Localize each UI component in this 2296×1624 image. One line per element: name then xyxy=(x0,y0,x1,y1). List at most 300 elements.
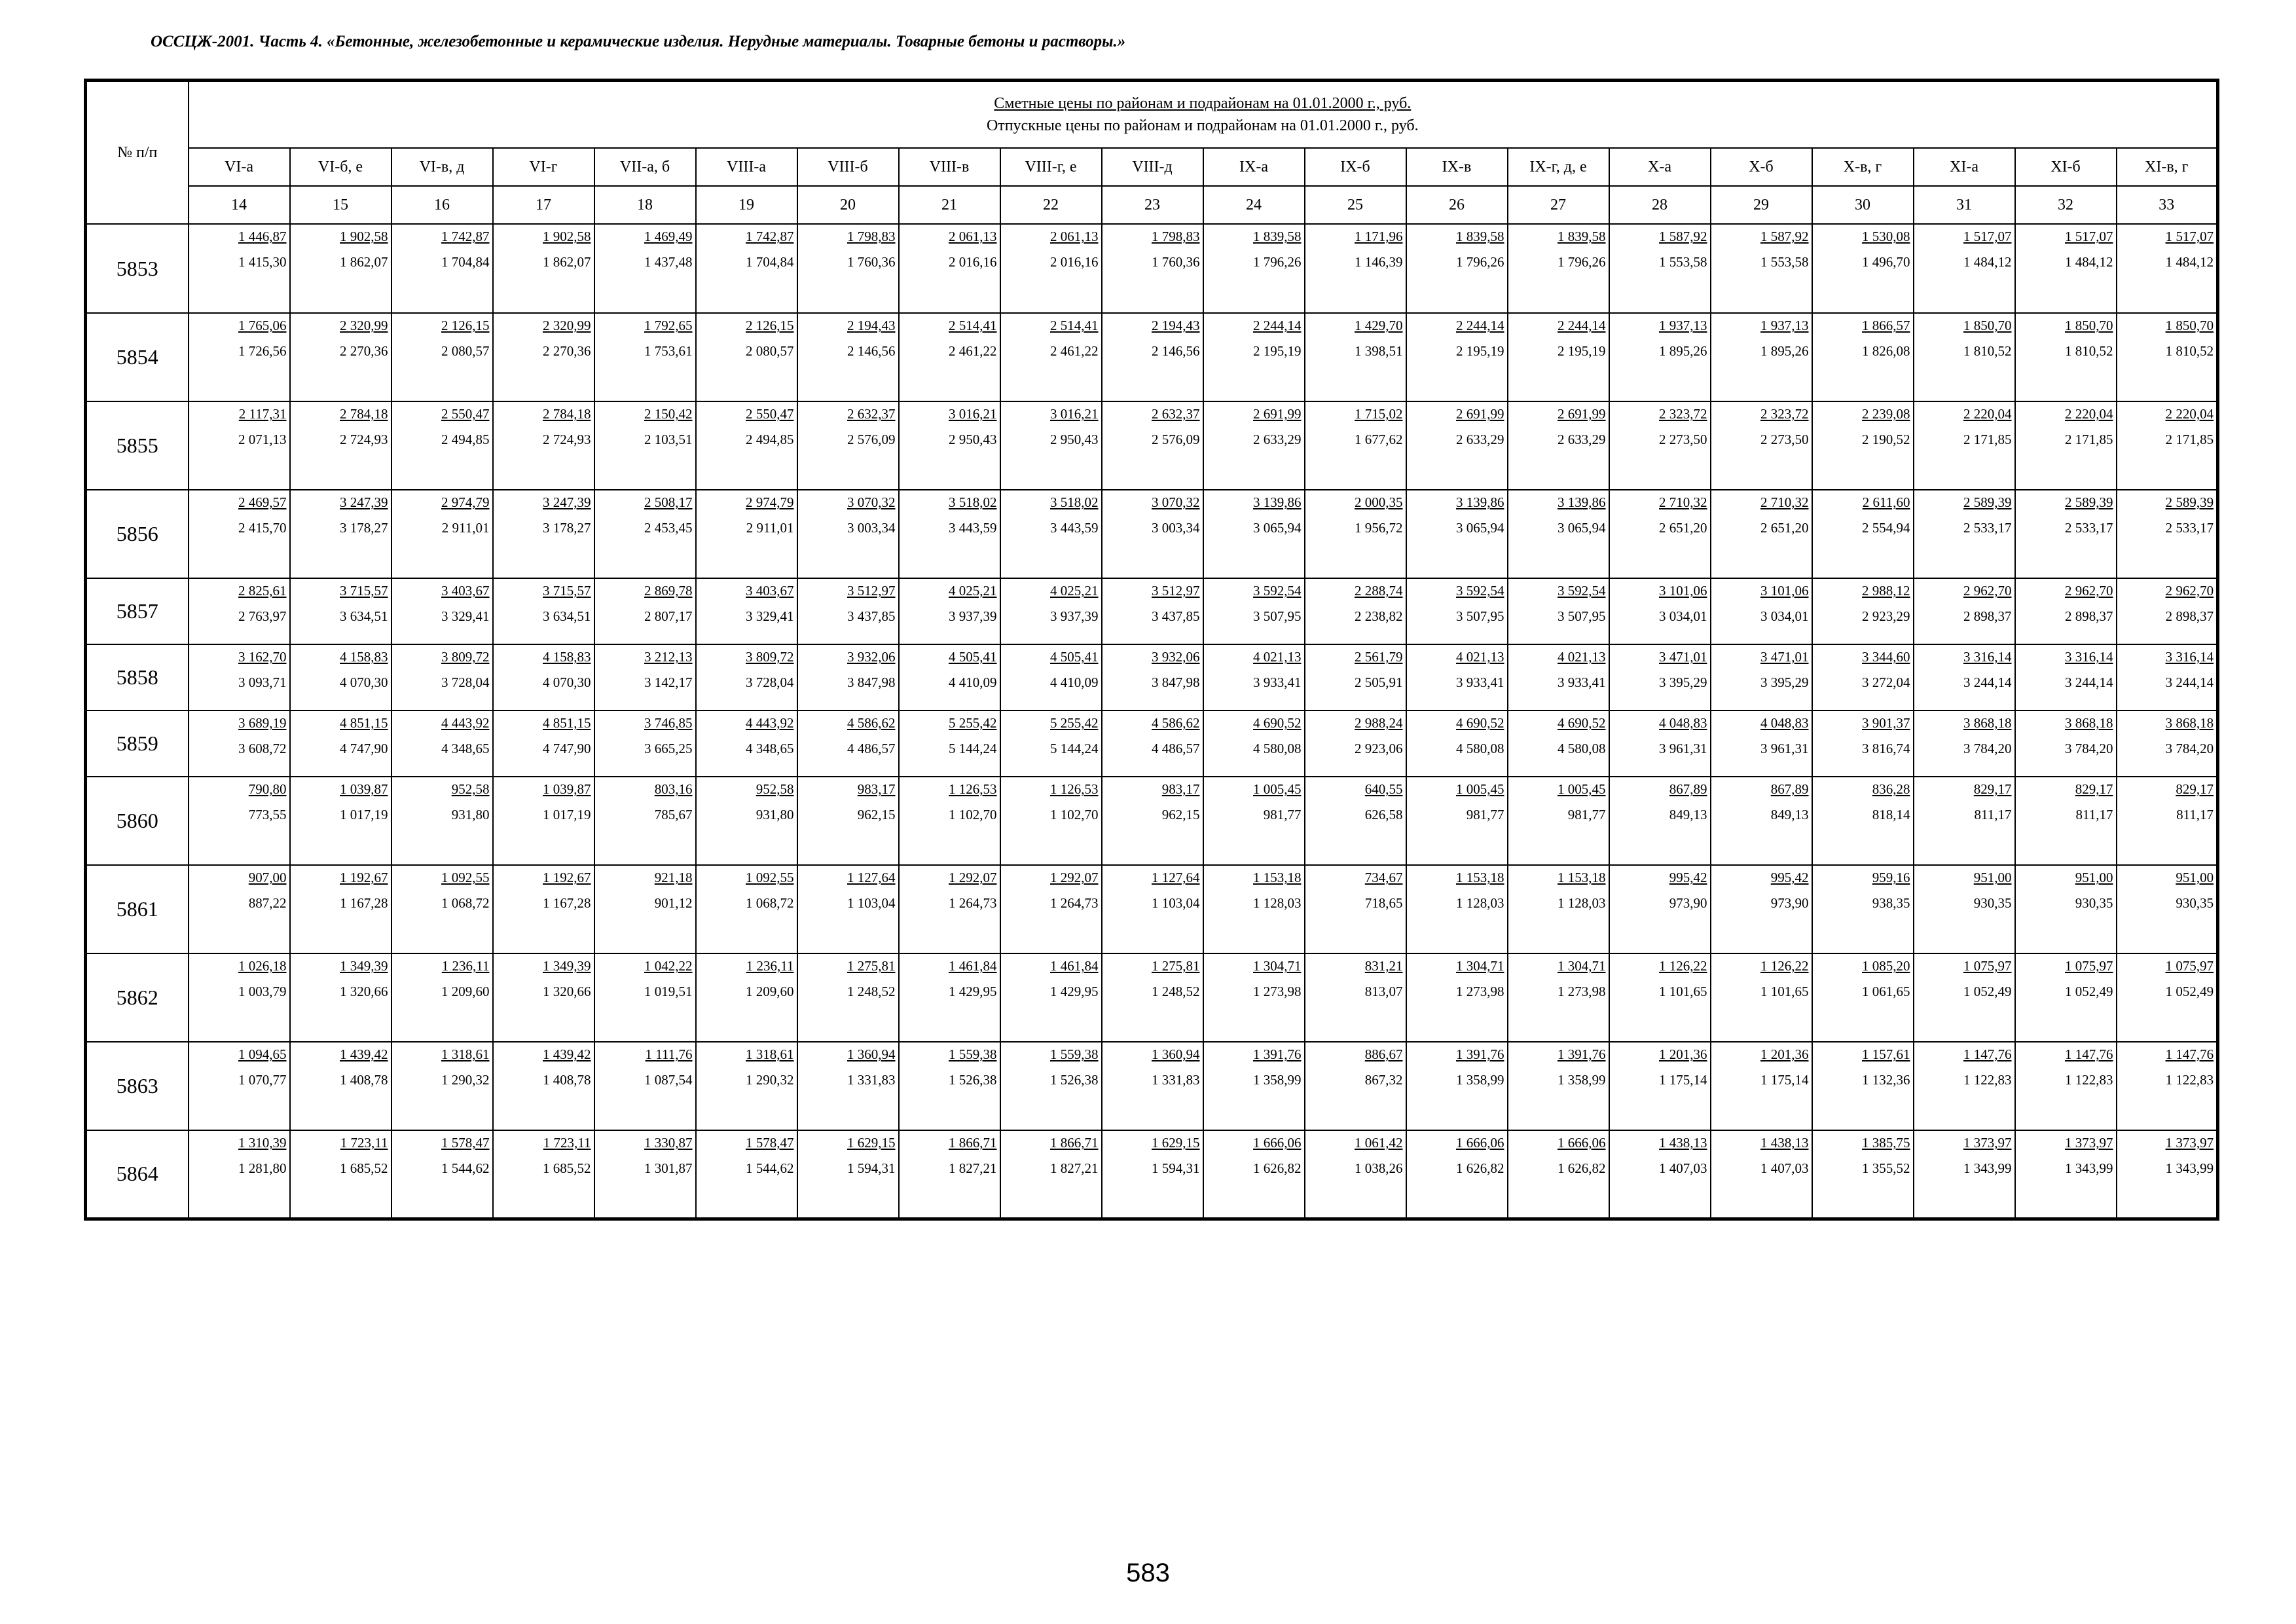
price-cell xyxy=(594,710,696,777)
price-cell xyxy=(1711,578,1812,644)
price-cell xyxy=(696,865,797,953)
estimate-price: 1 792,65 xyxy=(644,318,693,333)
row-number: 5859 xyxy=(86,710,189,777)
release-price: 1 862,07 xyxy=(340,254,388,270)
price-cell xyxy=(1406,313,1508,401)
estimate-price: 1 438,13 xyxy=(1760,1135,1809,1151)
release-price: 3 443,59 xyxy=(1050,520,1099,536)
estimate-price: 1 587,92 xyxy=(1760,229,1809,244)
region-header: XI-б xyxy=(2015,148,2117,186)
estimate-price: 1 530,08 xyxy=(1862,229,1910,244)
price-cell xyxy=(392,865,493,953)
estimate-price: 3 868,18 xyxy=(2165,715,2214,731)
release-price: 1 753,61 xyxy=(644,343,693,359)
price-cell xyxy=(493,953,594,1042)
column-number: 26 xyxy=(1406,186,1508,224)
estimate-price: 1 005,45 xyxy=(1253,781,1302,797)
column-number: 20 xyxy=(797,186,899,224)
release-price: 1 052,49 xyxy=(1963,984,2012,999)
price-cell xyxy=(493,401,594,490)
price-cell xyxy=(1305,777,1406,865)
estimate-price: 921,18 xyxy=(654,870,693,885)
release-price: 1 103,04 xyxy=(847,895,896,911)
estimate-price: 1 517,07 xyxy=(2065,229,2113,244)
estimate-price: 2 561,79 xyxy=(1355,649,1403,665)
price-cell xyxy=(1914,1130,2015,1219)
region-header: VIII-б xyxy=(797,148,899,186)
price-cell xyxy=(696,1130,797,1219)
estimate-price: 2 869,78 xyxy=(644,583,693,599)
estimate-price: 1 587,92 xyxy=(1659,229,1707,244)
estimate-price: 1 292,07 xyxy=(1050,870,1099,885)
price-cell xyxy=(1711,953,1812,1042)
table-caption xyxy=(189,81,2218,149)
estimate-price: 4 025,21 xyxy=(1050,583,1099,599)
estimate-price: 3 344,60 xyxy=(1862,649,1910,665)
price-cell xyxy=(1508,578,1609,644)
estimate-price: 1 439,42 xyxy=(340,1046,388,1062)
price-cell xyxy=(290,490,392,578)
release-price: 1 437,48 xyxy=(644,254,693,270)
release-price: 2 724,93 xyxy=(340,432,388,447)
release-price: 3 608,72 xyxy=(238,741,287,756)
estimate-price: 2 710,32 xyxy=(1659,494,1707,510)
release-price: 2 453,45 xyxy=(644,520,693,536)
region-header: IX-а xyxy=(1203,148,1305,186)
release-price: 1 398,51 xyxy=(1355,343,1403,359)
price-cell xyxy=(1102,313,1203,401)
price-cell xyxy=(189,1042,290,1130)
estimate-price: 1 126,22 xyxy=(1659,958,1707,974)
price-cell xyxy=(1914,578,2015,644)
release-price: 1 281,80 xyxy=(238,1160,287,1176)
price-cell xyxy=(1102,490,1203,578)
price-cell xyxy=(290,224,392,313)
region-header: X-в, г xyxy=(1812,148,1914,186)
price-cell xyxy=(189,490,290,578)
estimate-price: 1 850,70 xyxy=(2065,318,2113,333)
row-number: 5856 xyxy=(86,490,189,578)
estimate-price: 3 016,21 xyxy=(1050,406,1099,422)
estimate-price: 867,89 xyxy=(1669,781,1707,797)
price-cell xyxy=(189,953,290,1042)
estimate-price: 1 201,36 xyxy=(1760,1046,1809,1062)
price-cell xyxy=(1102,578,1203,644)
price-cell xyxy=(1812,953,1914,1042)
estimate-price: 4 158,83 xyxy=(543,649,591,665)
price-cell xyxy=(1812,865,1914,953)
estimate-price: 734,67 xyxy=(1364,870,1403,885)
release-price: 1 956,72 xyxy=(1355,520,1403,536)
estimate-price: 1 292,07 xyxy=(949,870,997,885)
estimate-price: 2 784,18 xyxy=(340,406,388,422)
release-price: 1 331,83 xyxy=(1152,1072,1200,1088)
release-price: 1 320,66 xyxy=(543,984,591,999)
release-price: 2 651,20 xyxy=(1760,520,1809,536)
estimate-price: 3 592,54 xyxy=(1456,583,1504,599)
release-price: 1 407,03 xyxy=(1659,1160,1707,1176)
release-price: 2 807,17 xyxy=(644,608,693,624)
price-cell xyxy=(1711,1130,1812,1219)
release-price: 2 270,36 xyxy=(340,343,388,359)
estimate-price: 1 039,87 xyxy=(340,781,388,797)
price-cell xyxy=(1203,710,1305,777)
price-cell xyxy=(1000,865,1102,953)
release-price: 2 633,29 xyxy=(1253,432,1302,447)
release-price: 1 122,83 xyxy=(2065,1072,2113,1088)
estimate-price: 3 809,72 xyxy=(441,649,490,665)
price-cell xyxy=(189,644,290,710)
price-cell xyxy=(189,710,290,777)
release-price: 3 093,71 xyxy=(238,674,287,690)
price-cell xyxy=(1305,1130,1406,1219)
release-price: 3 142,17 xyxy=(644,674,693,690)
release-price: 1 068,72 xyxy=(746,895,794,911)
estimate-price: 1 391,76 xyxy=(1253,1046,1302,1062)
estimate-price: 3 016,21 xyxy=(949,406,997,422)
estimate-price: 1 111,76 xyxy=(645,1046,693,1062)
release-price: 1 209,60 xyxy=(746,984,794,999)
release-price: 4 747,90 xyxy=(340,741,388,756)
release-price: 3 395,29 xyxy=(1659,674,1707,690)
estimate-price: 2 974,79 xyxy=(746,494,794,510)
price-cell xyxy=(797,401,899,490)
column-number: 22 xyxy=(1000,186,1102,224)
estimate-price: 1 349,39 xyxy=(543,958,591,974)
price-cell xyxy=(1305,224,1406,313)
price-cell xyxy=(1914,777,2015,865)
release-price: 1 273,98 xyxy=(1253,984,1302,999)
release-price: 849,13 xyxy=(1770,807,1809,822)
price-cell xyxy=(899,578,1000,644)
price-cell xyxy=(392,224,493,313)
estimate-price: 1 192,67 xyxy=(340,870,388,885)
estimate-price: 1 866,71 xyxy=(949,1135,997,1151)
estimate-price: 1 147,76 xyxy=(2065,1046,2113,1062)
estimate-price: 4 690,52 xyxy=(1456,715,1504,731)
price-cell xyxy=(1102,401,1203,490)
estimate-price: 1 461,84 xyxy=(949,958,997,974)
price-cell xyxy=(1203,1130,1305,1219)
release-price: 2 273,50 xyxy=(1659,432,1707,447)
estimate-price: 1 438,13 xyxy=(1659,1135,1707,1151)
release-price: 2 911,01 xyxy=(746,520,794,536)
table-row xyxy=(86,1042,2218,1130)
estimate-price: 3 809,72 xyxy=(746,649,794,665)
price-cell xyxy=(797,1130,899,1219)
release-price: 3 634,51 xyxy=(543,608,591,624)
estimate-price: 1 391,76 xyxy=(1558,1046,1606,1062)
estimate-price: 1 559,38 xyxy=(1050,1046,1099,1062)
estimate-price: 3 139,86 xyxy=(1558,494,1606,510)
price-cell xyxy=(189,224,290,313)
price-cell xyxy=(2015,710,2117,777)
release-price: 1 358,99 xyxy=(1253,1072,1302,1088)
price-cell xyxy=(594,313,696,401)
price-cell xyxy=(1711,865,1812,953)
table-row xyxy=(86,953,2218,1042)
estimate-price: 2 825,61 xyxy=(238,583,287,599)
release-price: 1 128,03 xyxy=(1558,895,1606,911)
table-row xyxy=(86,401,2218,490)
release-price: 973,90 xyxy=(1770,895,1809,911)
row-number: 5861 xyxy=(86,865,189,953)
estimate-price: 1 127,64 xyxy=(1152,870,1200,885)
estimate-price: 951,00 xyxy=(1973,870,2012,885)
release-price: 981,77 xyxy=(1466,807,1504,822)
estimate-price: 2 691,99 xyxy=(1253,406,1302,422)
release-price: 1 408,78 xyxy=(340,1072,388,1088)
price-cell xyxy=(696,953,797,1042)
estimate-price: 1 742,87 xyxy=(746,229,794,244)
estimate-price: 3 512,97 xyxy=(1152,583,1200,599)
release-price: 1 415,30 xyxy=(238,254,287,270)
estimate-price: 2 320,99 xyxy=(340,318,388,333)
price-cell xyxy=(1203,578,1305,644)
estimate-price: 1 578,47 xyxy=(746,1135,794,1151)
estimate-price: 836,28 xyxy=(1872,781,1910,797)
estimate-price: 1 360,94 xyxy=(847,1046,896,1062)
estimate-price: 2 239,08 xyxy=(1862,406,1910,422)
price-cell xyxy=(1102,777,1203,865)
price-cell xyxy=(1812,710,1914,777)
release-price: 3 244,14 xyxy=(2165,674,2214,690)
region-header-row xyxy=(86,148,2218,186)
release-price: 4 486,57 xyxy=(1152,741,1200,756)
price-cell xyxy=(594,578,696,644)
estimate-price: 983,17 xyxy=(1161,781,1200,797)
release-price: 1 038,26 xyxy=(1355,1160,1403,1176)
price-cell xyxy=(392,644,493,710)
estimate-price: 1 461,84 xyxy=(1050,958,1099,974)
price-cell xyxy=(1000,224,1102,313)
estimate-price: 2 589,39 xyxy=(2065,494,2113,510)
release-price: 2 270,36 xyxy=(543,343,591,359)
price-cell xyxy=(189,777,290,865)
release-price: 1 122,83 xyxy=(2165,1072,2214,1088)
release-price: 1 429,95 xyxy=(949,984,997,999)
price-cell xyxy=(1812,313,1914,401)
release-price: 901,12 xyxy=(654,895,693,911)
release-price: 1 677,62 xyxy=(1355,432,1403,447)
release-price: 1 052,49 xyxy=(2065,984,2113,999)
price-cell xyxy=(1000,1042,1102,1130)
release-price: 3 178,27 xyxy=(543,520,591,536)
release-price: 1 796,26 xyxy=(1253,254,1302,270)
price-cell xyxy=(1711,777,1812,865)
release-price: 1 146,39 xyxy=(1355,254,1403,270)
estimate-price: 2 962,70 xyxy=(2065,583,2113,599)
release-price: 3 937,39 xyxy=(949,608,997,624)
price-cell xyxy=(696,401,797,490)
price-cell xyxy=(1000,953,1102,1042)
estimate-price: 1 075,97 xyxy=(2165,958,2214,974)
estimate-price: 4 021,13 xyxy=(1253,649,1302,665)
release-price: 3 244,14 xyxy=(1963,674,2012,690)
release-price: 2 763,97 xyxy=(238,608,287,624)
release-price: 2 898,37 xyxy=(2065,608,2113,624)
table-row xyxy=(86,710,2218,777)
release-price: 1 019,51 xyxy=(644,984,693,999)
price-cell xyxy=(1508,1042,1609,1130)
release-price: 1 167,28 xyxy=(543,895,591,911)
release-price: 3 003,34 xyxy=(1152,520,1200,536)
estimate-price: 3 070,32 xyxy=(1152,494,1200,510)
price-cell xyxy=(1711,1042,1812,1130)
estimate-price: 1 092,55 xyxy=(746,870,794,885)
estimate-price: 995,42 xyxy=(1770,870,1809,885)
price-cell xyxy=(1508,644,1609,710)
release-price: 1 003,79 xyxy=(238,984,287,999)
estimate-price: 1 005,45 xyxy=(1456,781,1504,797)
region-header: VII-а, б xyxy=(594,148,696,186)
table-row xyxy=(86,224,2218,313)
price-cell xyxy=(1203,953,1305,1042)
price-cell xyxy=(1609,777,1711,865)
row-number: 5855 xyxy=(86,401,189,490)
release-price: 1 704,84 xyxy=(441,254,490,270)
release-price: 930,35 xyxy=(2176,895,2214,911)
price-cell xyxy=(1203,644,1305,710)
estimate-price: 1 715,02 xyxy=(1355,406,1403,422)
estimate-price: 1 902,58 xyxy=(543,229,591,244)
estimate-price: 1 723,11 xyxy=(543,1135,591,1151)
price-cell xyxy=(797,313,899,401)
price-cell xyxy=(1609,224,1711,313)
release-price: 813,07 xyxy=(1364,984,1403,999)
release-price: 3 507,95 xyxy=(1253,608,1302,624)
region-header: VIII-д xyxy=(1102,148,1203,186)
price-cell xyxy=(899,401,1000,490)
estimate-price: 2 550,47 xyxy=(441,406,490,422)
estimate-price: 3 715,57 xyxy=(340,583,388,599)
estimate-price: 1 629,15 xyxy=(1152,1135,1200,1151)
release-price: 1 810,52 xyxy=(2165,343,2214,359)
price-cell xyxy=(1406,1130,1508,1219)
estimate-price: 3 101,06 xyxy=(1760,583,1809,599)
release-price: 1 101,65 xyxy=(1659,984,1707,999)
price-cell xyxy=(594,644,696,710)
estimate-price: 1 061,42 xyxy=(1355,1135,1403,1151)
region-header: VIII-а xyxy=(696,148,797,186)
estimate-price: 1 742,87 xyxy=(441,229,490,244)
estimate-price: 1 839,58 xyxy=(1558,229,1606,244)
estimate-price: 1 318,61 xyxy=(746,1046,794,1062)
price-cell xyxy=(1406,710,1508,777)
estimate-price: 2 194,43 xyxy=(847,318,896,333)
estimate-price: 4 586,62 xyxy=(847,715,896,731)
release-price: 2 533,17 xyxy=(1963,520,2012,536)
price-cell xyxy=(1609,401,1711,490)
price-cell xyxy=(2117,644,2218,710)
price-cell xyxy=(392,578,493,644)
release-price: 2 080,57 xyxy=(441,343,490,359)
price-cell xyxy=(899,224,1000,313)
price-cell xyxy=(1609,578,1711,644)
release-price: 3 443,59 xyxy=(949,520,997,536)
estimate-price: 1 092,55 xyxy=(441,870,490,885)
price-cell xyxy=(696,777,797,865)
estimate-price: 1 127,64 xyxy=(847,870,896,885)
price-cell xyxy=(290,710,392,777)
price-cell xyxy=(1508,224,1609,313)
column-number: 28 xyxy=(1609,186,1711,224)
estimate-price: 2 220,04 xyxy=(2165,406,2214,422)
release-price: 1 496,70 xyxy=(1862,254,1910,270)
column-number: 31 xyxy=(1914,186,2015,224)
release-price: 3 507,95 xyxy=(1558,608,1606,624)
release-price: 4 580,08 xyxy=(1456,741,1504,756)
estimate-price: 3 512,97 xyxy=(847,583,896,599)
estimate-price: 1 902,58 xyxy=(340,229,388,244)
release-price: 1 429,95 xyxy=(1050,984,1099,999)
release-price: 1 685,52 xyxy=(543,1160,591,1176)
price-cell xyxy=(1102,710,1203,777)
release-price: 1 343,99 xyxy=(2065,1160,2113,1176)
release-price: 3 784,20 xyxy=(1963,741,2012,756)
estimate-price: 2 988,24 xyxy=(1355,715,1403,731)
price-cell xyxy=(594,865,696,953)
release-price: 2 898,37 xyxy=(2165,608,2214,624)
price-cell xyxy=(1406,865,1508,953)
estimate-price: 2 117,31 xyxy=(238,406,287,422)
release-price: 785,67 xyxy=(654,807,693,822)
release-price: 1 175,14 xyxy=(1760,1072,1809,1088)
row-number: 5860 xyxy=(86,777,189,865)
table-row xyxy=(86,490,2218,578)
price-cell xyxy=(493,777,594,865)
release-price: 3 034,01 xyxy=(1760,608,1809,624)
price-cell xyxy=(696,224,797,313)
estimate-price: 1 039,87 xyxy=(543,781,591,797)
price-cell xyxy=(1609,710,1711,777)
price-cell xyxy=(1000,1130,1102,1219)
estimate-price: 640,55 xyxy=(1364,781,1403,797)
price-cell xyxy=(1000,313,1102,401)
price-cell xyxy=(797,644,899,710)
release-price: 1 895,26 xyxy=(1760,343,1809,359)
estimate-price: 952,58 xyxy=(451,781,490,797)
price-cell xyxy=(1609,1042,1711,1130)
price-cell xyxy=(290,953,392,1042)
price-cell xyxy=(493,313,594,401)
price-cell xyxy=(594,1042,696,1130)
estimate-price: 5 255,42 xyxy=(949,715,997,731)
release-price: 3 816,74 xyxy=(1862,741,1910,756)
release-price: 1 343,99 xyxy=(2165,1160,2214,1176)
release-price: 973,90 xyxy=(1669,895,1707,911)
estimate-price: 2 589,39 xyxy=(1963,494,2012,510)
estimate-price: 1 517,07 xyxy=(1963,229,2012,244)
estimate-price: 2 320,99 xyxy=(543,318,591,333)
release-price: 4 410,09 xyxy=(1050,674,1099,690)
estimate-price: 3 212,13 xyxy=(644,649,693,665)
estimate-price: 2 469,57 xyxy=(238,494,287,510)
estimate-price: 3 932,06 xyxy=(1152,649,1200,665)
estimate-price: 3 316,14 xyxy=(1963,649,2012,665)
column-number: 25 xyxy=(1305,186,1406,224)
release-price: 1 301,87 xyxy=(644,1160,693,1176)
estimate-price: 3 901,37 xyxy=(1862,715,1910,731)
release-price: 1 407,03 xyxy=(1760,1160,1809,1176)
estimate-price: 2 061,13 xyxy=(949,229,997,244)
release-price: 1 132,36 xyxy=(1862,1072,1910,1088)
price-cell xyxy=(1812,224,1914,313)
region-header: IX-в xyxy=(1406,148,1508,186)
price-cell xyxy=(1812,1130,1914,1219)
estimate-price: 886,67 xyxy=(1364,1046,1403,1062)
estimate-price: 1 839,58 xyxy=(1253,229,1302,244)
